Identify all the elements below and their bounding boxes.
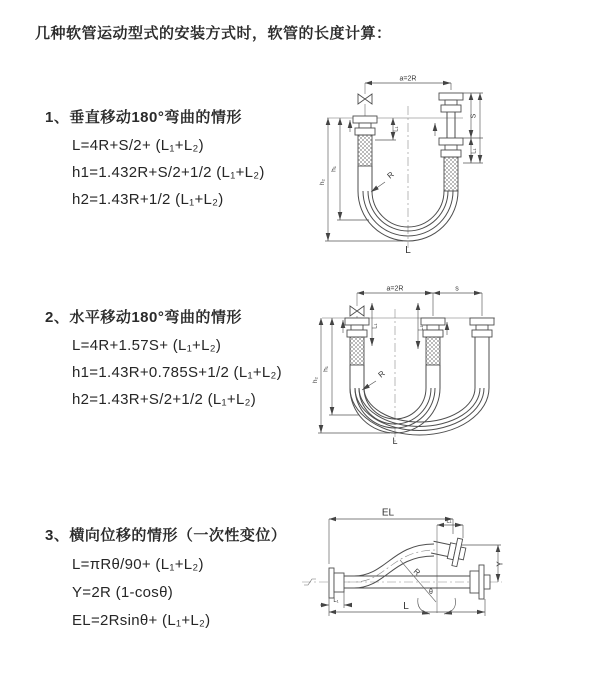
dim-y-label: Y [495, 561, 505, 567]
dim-a2r-label: a=2R [386, 285, 404, 293]
radius-label: R [411, 566, 422, 578]
braided-hose-middle [426, 337, 440, 365]
braided-hose-right [444, 157, 458, 191]
section-1-formula-L: L=4R+S/2+ (L₁+L₂) [72, 137, 204, 154]
dim-el [329, 508, 453, 565]
radius-callout [362, 369, 387, 390]
dim-h2-label: h₂ [312, 376, 319, 384]
section-1-heading: 1、垂直移动180°弯曲的情形 [45, 109, 242, 126]
dim-s-label: S [470, 113, 478, 119]
radius-label: R [385, 169, 396, 181]
valve-icon [358, 83, 372, 116]
radius-label: R [376, 368, 387, 380]
right-pipe-fitting [439, 93, 463, 191]
dim-l1-right [471, 93, 480, 163]
dim-a2r [357, 286, 433, 294]
left-pipe-fitting [353, 116, 377, 166]
left-flange [329, 568, 344, 598]
section-1-formula-h2: h2=1.43R+1/2 (L₁+L₂) [72, 191, 224, 208]
section-2-horizontal-bend [45, 306, 282, 408]
hose-u-bend-displaced [350, 388, 489, 435]
dim-h1-label: h₁ [330, 166, 338, 172]
section-2-formula-L: L=4R+1.57S+ (L₁+L₂) [72, 337, 222, 354]
right-flange [470, 565, 490, 599]
section-3-formula-EL: EL=2Rsinθ+ (L₁+L₂) [72, 612, 211, 629]
dim-h2-label: h₂ [319, 178, 326, 186]
diagram-3-lateral-displacement [296, 498, 591, 648]
dim-l1-top-label: L₁ [446, 518, 452, 525]
section-3-formulas [72, 556, 286, 629]
section-3-lateral-displacement [45, 524, 286, 629]
dim-s [433, 286, 482, 317]
dim-el-label: EL [381, 507, 395, 519]
section-2-formulas [72, 337, 282, 408]
page-title: 几种软管运动型式的安装方式时，软管的长度计算： [35, 25, 392, 42]
section-1-vertical-bend [45, 106, 265, 208]
angle-theta-label: θ [429, 589, 433, 596]
dim-l-label: L [403, 601, 409, 612]
radius-callout [371, 170, 396, 192]
middle-pipe-fitting [418, 318, 445, 365]
braided-hose-left [350, 337, 364, 365]
dim-a2r [365, 76, 451, 91]
section-2-formula-h1: h1=1.43R+0.785S+1/2 (L₁+L₂) [72, 364, 282, 381]
dim-l1-bottom-label: L₁ [333, 598, 339, 604]
dim-s-label: s [455, 285, 459, 293]
section-1-formula-h1: h1=1.432R+S/2+1/2 (L₁+L₂) [72, 164, 265, 181]
left-pipe-fitting [345, 318, 369, 365]
displaced-end-fitting [429, 533, 467, 567]
section-3-heading: 3、横向位移的情形（一次性变位） [45, 527, 287, 544]
dim-l1-top [437, 519, 463, 539]
diagram-2-horizontal-180-bend [310, 281, 555, 476]
hose-s-curve [344, 544, 436, 588]
dim-l1-right-label: L₁ [471, 148, 478, 154]
dim-l1-left-label: L₁ [372, 323, 379, 329]
dim-l [329, 598, 485, 616]
braided-hose-left [358, 135, 372, 166]
dim-l-label: L [405, 245, 411, 256]
valve-icon [350, 293, 364, 318]
dim-l1-left [372, 303, 379, 346]
section-3-formula-Y: Y=2R (1-cosθ) [72, 584, 174, 601]
dim-l1-left-label: L₁ [393, 126, 400, 132]
dim-h1-label: h₁ [322, 366, 330, 372]
dim-l1-left [375, 118, 400, 140]
section-1-formulas [72, 137, 265, 208]
section-3-formula-L: L=πRθ/90+ (L₁+L₂) [72, 556, 204, 573]
dim-a2r-label: a=2R [399, 75, 417, 83]
dim-l1-mid [418, 303, 425, 349]
dim-l-label: L [392, 436, 398, 446]
section-2-heading: 2、水平移动180°弯曲的情形 [45, 309, 242, 326]
displaced-pipe-fitting [470, 318, 494, 388]
angle-theta [418, 589, 456, 614]
diagram-1-vertical-180-bend [313, 70, 553, 260]
dim-l1-bottom [320, 592, 352, 608]
dim-l1-mid-label: L₁ [418, 325, 425, 331]
section-2-formula-h2: h2=1.43R+S/2+1/2 (L₁+L₂) [72, 391, 257, 408]
